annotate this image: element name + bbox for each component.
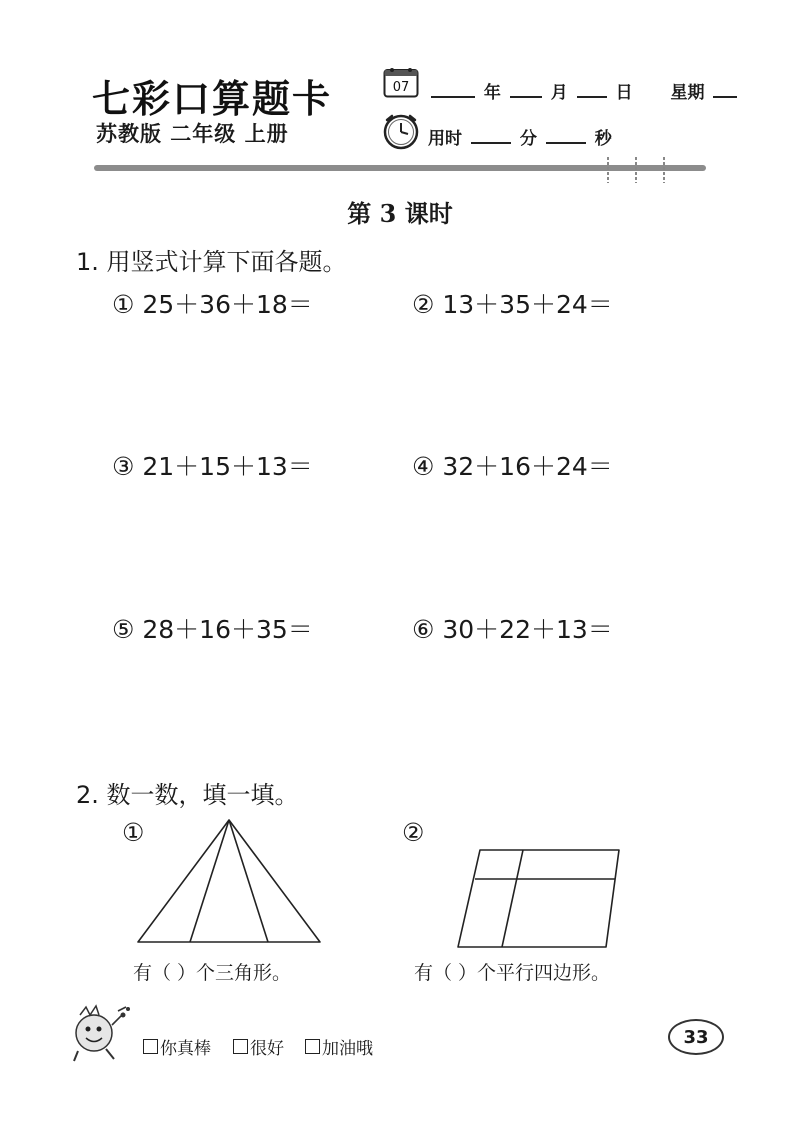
problem-6: ⑥ 30＋22＋13＝ xyxy=(412,615,613,644)
page-number: 33 xyxy=(668,1019,724,1055)
checkbox[interactable] xyxy=(143,1039,158,1054)
figure-2-marker: ② xyxy=(402,818,425,847)
question-1-title: 1. 用竖式计算下面各题。 xyxy=(76,248,347,276)
answer-1-line: 有（ ）个三角形。 xyxy=(133,962,292,984)
second-label: 秒 xyxy=(594,129,612,149)
problem-5: ⑤ 28＋16＋35＝ xyxy=(112,615,313,644)
brand-title: 七彩口算题卡 xyxy=(92,76,333,121)
checkbox[interactable] xyxy=(305,1039,320,1054)
day-label: 日 xyxy=(615,83,633,103)
rating-option-great[interactable] xyxy=(143,1034,211,1059)
problem-2: ② 13＋35＋24＝ xyxy=(412,290,613,319)
lesson-title: 第 3 课时 xyxy=(347,199,453,228)
year-label: 年 xyxy=(483,83,501,103)
minute-label: 分 xyxy=(519,129,537,149)
rating-option-good[interactable] xyxy=(233,1034,284,1059)
rating-label: 你真棒 xyxy=(160,1039,211,1059)
time-used-label: 用时 xyxy=(428,129,462,149)
triangle-figure xyxy=(138,820,320,942)
rating-option-keep-going[interactable] xyxy=(305,1034,373,1059)
problem-1: ① 25＋36＋18＝ xyxy=(112,290,313,319)
month-label: 月 xyxy=(550,83,568,103)
rating-label: 很好 xyxy=(250,1039,284,1059)
figure-1-marker: ① xyxy=(122,818,145,847)
edition-label: 苏教版 二年级 上册 xyxy=(96,122,289,146)
checkbox[interactable] xyxy=(233,1039,248,1054)
question-2-title: 2. 数一数，填一填。 xyxy=(76,781,299,809)
problem-4: ④ 32＋16＋24＝ xyxy=(412,452,613,481)
calendar-day: 07 xyxy=(392,80,410,95)
rating-label: 加油哦 xyxy=(322,1039,373,1059)
cartoon-mascot-icon xyxy=(66,1003,134,1065)
answer-2-line: 有（ ）个平行四边形。 xyxy=(414,962,611,984)
weekday-label: 星期 xyxy=(670,83,705,103)
parallelogram-figure xyxy=(458,850,619,947)
problem-3: ③ 21＋15＋13＝ xyxy=(112,452,313,481)
